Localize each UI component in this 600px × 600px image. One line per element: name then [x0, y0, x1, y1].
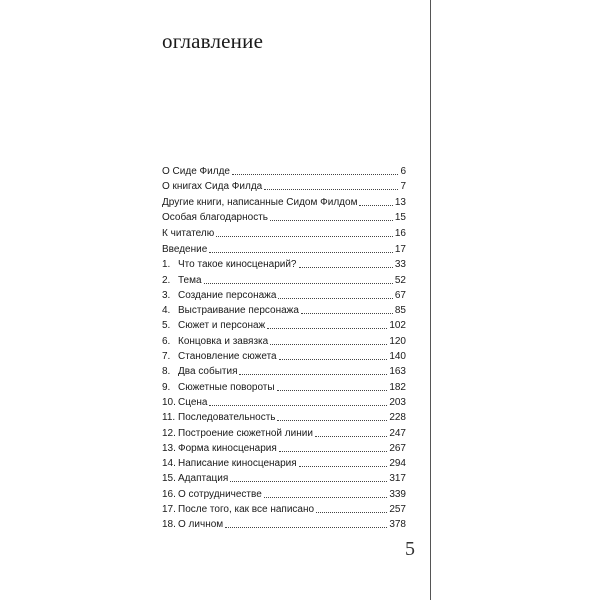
chapter-page: 182: [389, 381, 406, 393]
chapter-title: Два события: [178, 366, 238, 378]
toc-entry: [162, 209, 406, 225]
dot-leader: [359, 205, 392, 206]
chapter-page: 163: [389, 366, 406, 378]
toc-entry: [162, 178, 406, 194]
dot-leader: [316, 512, 387, 513]
chapter-page: 203: [389, 396, 406, 408]
chapter-title: После того, как все написано: [178, 504, 315, 516]
dot-leader: [264, 497, 388, 498]
toc-chapter-list: [162, 256, 406, 531]
toc-entry: [162, 224, 406, 240]
chapter-title: Адаптация: [178, 473, 229, 485]
toc-chapter-entry: [162, 485, 406, 500]
chapter-number: 14.: [162, 458, 176, 470]
toc-chapter-entry: [162, 378, 406, 393]
chapter-number: 13.: [162, 442, 176, 454]
chapter-page: 102: [389, 320, 406, 332]
chapter-page: 140: [389, 351, 406, 363]
chapter-title: Написание киносценария: [178, 458, 297, 470]
chapter-page: 33: [394, 259, 406, 271]
toc-entry-label: Другие книги, написанные Сидом Филдом: [162, 196, 358, 208]
chapter-title: Что такое киносценарий?: [178, 259, 297, 271]
toc-entry-page: 7: [400, 181, 406, 193]
chapter-title: Тема: [178, 274, 202, 286]
chapter-number: 1.: [162, 259, 171, 271]
toc-entry-page: 13: [394, 196, 406, 208]
dot-leader: [279, 359, 388, 360]
dot-leader: [279, 451, 388, 452]
toc-entry-page: 6: [400, 165, 406, 177]
toc-entry: [162, 193, 406, 209]
toc-entry-label: О Сиде Филде: [162, 165, 230, 177]
chapter-title: Становление сюжета: [178, 351, 277, 363]
chapter-number: 18.: [162, 519, 176, 531]
toc-chapter-entry: [162, 317, 406, 332]
chapter-number: 5.: [162, 320, 171, 332]
chapter-title: Сцена: [178, 396, 208, 408]
chapter-title: Сюжетные повороты: [178, 381, 275, 393]
chapter-title: Построение сюжетной линии: [178, 427, 313, 439]
chapter-page: 294: [389, 458, 406, 470]
chapter-page: 317: [389, 473, 406, 485]
page-title: оглавление: [162, 29, 264, 53]
chapter-page: 267: [389, 442, 406, 454]
chapter-title: Последовательность: [178, 412, 276, 424]
toc-chapter-entry: [162, 440, 406, 455]
chapter-number: 9.: [162, 381, 171, 393]
chapter-number: 10.: [162, 396, 176, 408]
chapter-title: О личном: [178, 519, 224, 531]
chapter-number: 12.: [162, 427, 176, 439]
toc-chapter-entry: [162, 455, 406, 470]
chapter-number: 16.: [162, 488, 176, 500]
chapter-page: 85: [394, 305, 406, 317]
chapter-number: 11.: [162, 412, 176, 424]
chapter-title: О сотрудничестве: [178, 488, 262, 500]
chapter-number: 7.: [162, 351, 171, 363]
toc-chapter-entry: [162, 348, 406, 363]
toc-chapter-entry: [162, 516, 406, 531]
dot-leader: [225, 527, 387, 528]
chapter-page: 120: [389, 335, 406, 347]
dot-leader: [264, 189, 398, 190]
chapter-number: 2.: [162, 274, 171, 286]
toc-chapter-entry: [162, 363, 406, 378]
toc-entry-label: К читателю: [162, 227, 215, 239]
toc-chapter-entry: [162, 256, 406, 271]
dot-leader: [270, 344, 387, 345]
chapter-page: 67: [394, 289, 406, 301]
toc-entry: [162, 162, 406, 178]
chapter-number: 8.: [162, 366, 171, 378]
toc-chapter-entry: [162, 287, 406, 302]
dot-leader: [299, 267, 393, 268]
dot-leader: [301, 313, 393, 314]
toc-chapter-entry: [162, 394, 406, 409]
toc-entry-label: Введение: [162, 243, 208, 255]
chapter-page: 247: [389, 427, 406, 439]
chapter-title: Выстраивание персонажа: [178, 305, 299, 317]
toc-entry-label: Особая благодарность: [162, 212, 268, 224]
chapter-number: 15.: [162, 473, 176, 485]
chapter-number: 6.: [162, 335, 171, 347]
dot-leader: [209, 252, 393, 253]
toc-chapter-entry: [162, 302, 406, 317]
dot-leader: [277, 420, 387, 421]
dot-leader: [315, 436, 387, 437]
toc-chapter-entry: [162, 424, 406, 439]
chapter-page: 257: [389, 504, 406, 516]
chapter-page: 378: [389, 519, 406, 531]
toc-chapter-entry: [162, 271, 406, 286]
chapter-page: 228: [389, 412, 406, 424]
chapter-title: Форма киносценария: [178, 442, 277, 454]
dot-leader: [230, 481, 387, 482]
toc-entry-page: 15: [394, 212, 406, 224]
chapter-page: 52: [394, 274, 406, 286]
page-edge-line: [430, 0, 431, 600]
dot-leader: [239, 374, 387, 375]
chapter-title: Сюжет и персонаж: [178, 320, 266, 332]
toc-entry-page: 17: [394, 243, 406, 255]
toc-chapter-entry: [162, 409, 406, 424]
chapter-number: 4.: [162, 305, 171, 317]
toc-chapter-entry: [162, 501, 406, 516]
toc-entry: [162, 240, 406, 256]
chapter-number: 17.: [162, 504, 176, 516]
dot-leader: [299, 466, 388, 467]
dot-leader: [267, 328, 387, 329]
toc-entry-label: О книгах Сида Филда: [162, 181, 263, 193]
chapter-number: 3.: [162, 289, 171, 301]
page-number: 5: [405, 538, 415, 560]
dot-leader: [277, 390, 388, 391]
dot-leader: [209, 405, 387, 406]
toc-front-matter-list: [162, 162, 406, 256]
toc-chapter-entry: [162, 470, 406, 485]
toc-entry-page: 16: [394, 227, 406, 239]
dot-leader: [216, 236, 393, 237]
toc-chapter-entry: [162, 332, 406, 347]
chapter-title: Создание персонажа: [178, 289, 277, 301]
chapter-title: Концовка и завязка: [178, 335, 269, 347]
dot-leader: [270, 220, 393, 221]
dot-leader: [204, 283, 393, 284]
dot-leader: [232, 174, 398, 175]
dot-leader: [278, 298, 392, 299]
chapter-page: 339: [389, 488, 406, 500]
